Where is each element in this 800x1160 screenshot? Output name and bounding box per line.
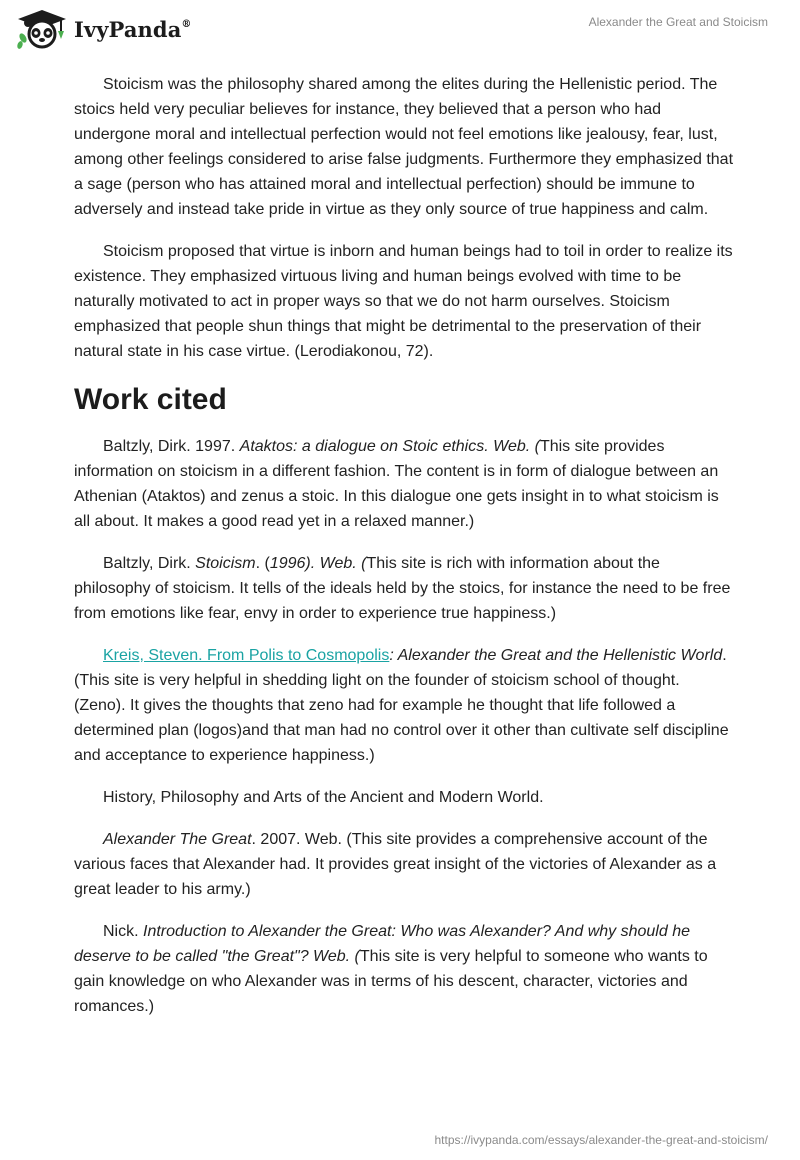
- citation-entry: Alexander The Great. 2007. Web. (This site provides a comprehensive account of the various faces that Alexander had. It provides great insight of the victories of Alexander as a great leader to his army.): [74, 831, 717, 898]
- citation-entry: Nick. Introduction to Alexander the Great: Who was Alexander? And why should he deserve to be called "the Great"? Web. (This site is very helpful to someone who wants to gain knowledge on who Alexander was in terms of his descent, character, victories and romances.): [74, 923, 708, 1015]
- citation-entry: Kreis, Steven. From Polis to Cosmopolis: Alexander the Great and the Hellenistic World. (This site is very helpful in shedding light on the founder of stoicism school of thought. (Zeno). It gives the thoughts that zeno had for example he thought that life followed a determined plan (logos)and that man had no control over it other than cultivate self discipline and acceptance to experience happiness.): [74, 647, 729, 764]
- works-cited-heading: Work cited: [74, 383, 227, 416]
- body-paragraph: Stoicism was the philosophy shared among the elites during the Hellenistic period. The stoics held very peculiar believes for instance, they believed that a person who had undergone moral and intellectual perfection would not feel emotions like jealousy, fear, lust, among other feelings considered to arise false judgments. Furthermore they emphasized that a sage (person who has attained moral and intellectual perfection) should be immune to adversely and instead take pride in virtue as they only source of true happiness and calm.: [74, 76, 734, 218]
- citation-entry: Baltzly, Dirk. Stoicism. (1996). Web. (This site is rich with information about the philosophy of stoicism. It tells of the ideals held by the stoics, for instance the need to be free from emotions like fear, envy in order to experience true happiness.): [74, 555, 731, 622]
- body-paragraph: Stoicism proposed that virtue is inborn and human beings had to toil in order to realize its existence. They emphasized virtuous living and human beings evolved with time to be naturally motivated to act in proper ways so that we do not harm ourselves. Stoicism emphasized that people shun things that might be detrimental to the preservation of their natural state in his case virtue. (Lerodiakonou, 72).: [74, 243, 733, 360]
- citation-entry: Baltzly, Dirk. 1997. Ataktos: a dialogue on Stoic ethics. Web. (This site provides information on stoicism in a different fashion. The content is in form of dialogue between an Athenian (Ataktos) and zenus a stoic. In this dialogue one gets insight in to what stoicism is all about. It makes a good read yet in a relaxed manner.): [74, 438, 719, 530]
- document-title: Alexander the Great and Stoicism: [588, 15, 768, 29]
- citation-entry: History, Philosophy and Arts of the Ancient and Modern World.: [103, 789, 544, 806]
- citation-link[interactable]: Kreis, Steven. From Polis to Cosmopolis: [103, 647, 390, 664]
- ivypanda-logo[interactable]: [14, 8, 192, 50]
- footer-url[interactable]: https://ivypanda.com/essays/alexander-the-great-and-stoicism/: [434, 1133, 768, 1147]
- page-header: [0, 0, 800, 60]
- brand-name: IvyPanda®: [74, 16, 192, 42]
- essay-content: [74, 72, 734, 1036]
- panda-graduate-icon: [14, 8, 70, 50]
